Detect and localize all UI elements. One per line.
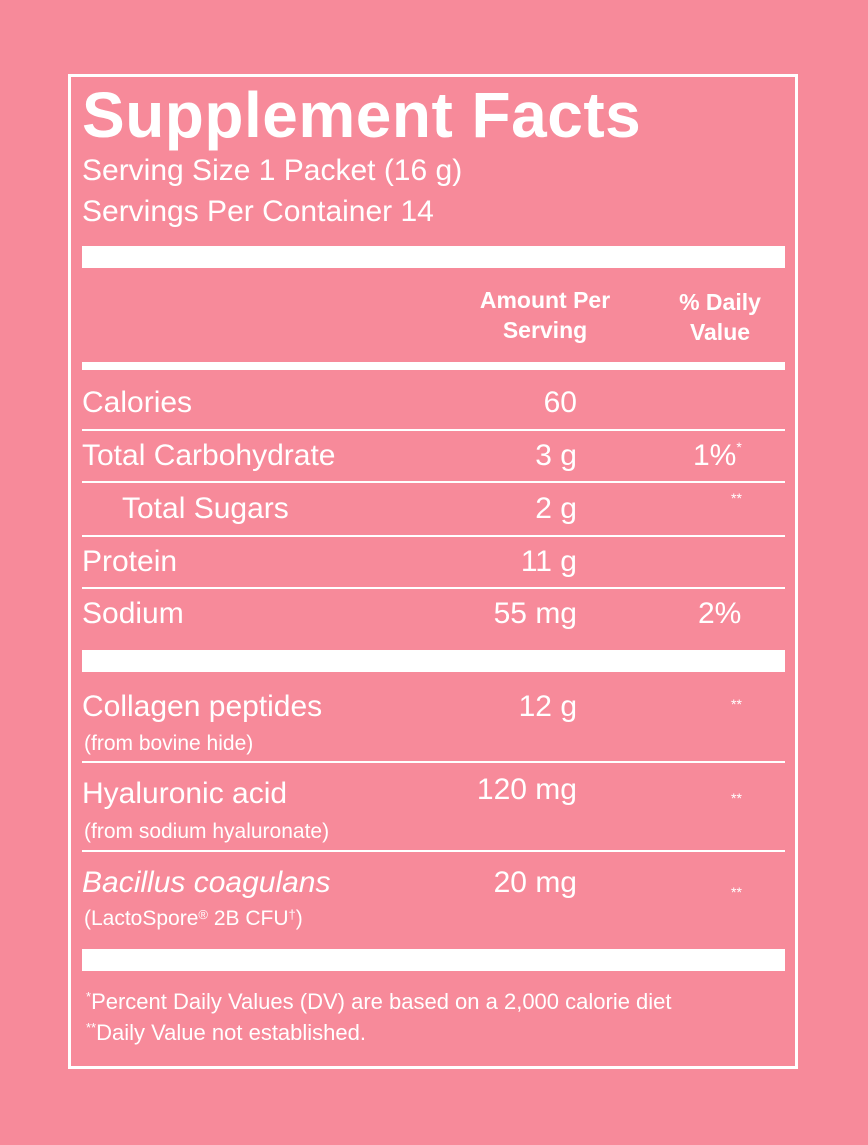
ingredient-label-collagen: Collagen peptides [82, 690, 323, 723]
row-dv-sugars: ** [731, 490, 742, 506]
footnote-not-established: **Daily Value not established. [86, 1020, 366, 1045]
ingredient-amount-hyaluronic: 120 mg [476, 773, 577, 806]
ingredient-amount-collagen: 12 g [518, 690, 577, 723]
divider-thin [82, 362, 785, 370]
servings-per-container: Servings Per Container 14 [82, 195, 434, 228]
row-amount-calories: 60 [543, 386, 577, 419]
divider-bar [82, 650, 785, 672]
row-label-sodium: Sodium [82, 597, 184, 630]
ingredient-label-bacillus: Bacillus coagulans [82, 866, 331, 899]
row-dv-sodium: 2% [698, 597, 742, 630]
ingredient-dv-collagen: ** [731, 696, 742, 712]
ingredient-dv-hyaluronic: ** [731, 790, 742, 806]
ingredient-label-hyaluronic: Hyaluronic acid [82, 777, 288, 810]
row-amount-sugars: 2 g [535, 492, 577, 525]
row-rule [82, 535, 785, 537]
divider-bar [82, 246, 785, 268]
row-label-calories: Calories [82, 386, 193, 419]
panel-title: Supplement Facts [82, 79, 642, 151]
row-amount-sodium: 55 mg [493, 597, 577, 630]
ingredient-source-hyaluronic: (from sodium hyaluronate) [84, 820, 330, 843]
ingredient-source-bacillus: (LactoSpore® 2B CFU†) [84, 907, 303, 930]
serving-size: Serving Size 1 Packet (16 g) [82, 154, 463, 187]
row-amount-carbohydrate: 3 g [535, 439, 577, 472]
footnote-dv-basis: *Percent Daily Values (DV) are based on a 2,000 calorie diet [86, 989, 672, 1014]
row-rule [82, 429, 785, 431]
row-label-sugars: Total Sugars [122, 492, 289, 525]
row-label-carbohydrate: Total Carbohydrate [82, 439, 336, 472]
row-label-protein: Protein [82, 545, 178, 578]
ingredient-source-collagen: (from bovine hide) [84, 732, 254, 755]
row-dv-carbohydrate: 1%* [693, 439, 742, 472]
row-rule [82, 481, 785, 483]
row-rule [82, 587, 785, 589]
ingredient-amount-bacillus: 20 mg [493, 866, 577, 899]
ingredient-dv-bacillus: ** [731, 884, 742, 900]
row-amount-protein: 11 g [520, 545, 577, 578]
dv-column-header: % Daily Value [679, 289, 761, 345]
row-rule [82, 761, 785, 763]
divider-bar [82, 949, 785, 971]
amount-column-header: Amount Per Serving [479, 287, 611, 343]
row-rule [82, 850, 785, 852]
